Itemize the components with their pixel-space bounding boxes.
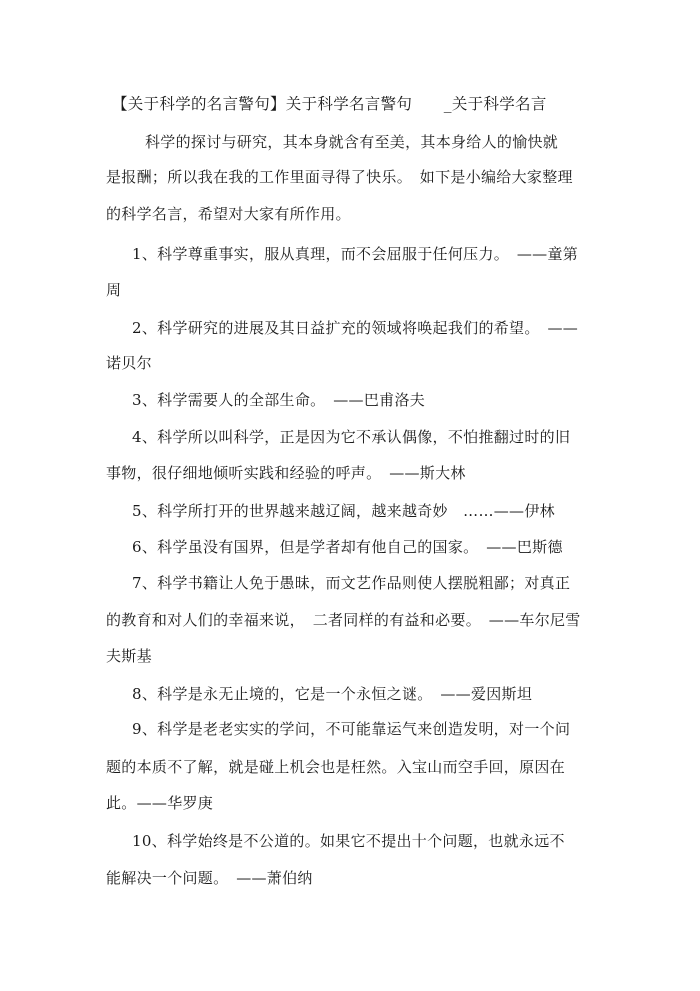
quote-4-line: 事物，很仔细地倾听实践和经验的呼声。 ——斯大林 (106, 464, 466, 482)
quote-9-line: 9、科学是老老实实的学问，不可能靠运气来创造发明，对一个问 (132, 720, 571, 738)
quote-4-line: 4、科学所以叫科学，正是因为它不承认偶像，不怕推翻过时的旧 (132, 428, 571, 446)
quote-2-line: 2、科学研究的进展及其日益扩充的领域将唤起我们的希望。 —— (132, 319, 579, 337)
document-title: 【关于科学的名言警句】关于科学名言警句 _关于科学名言 (112, 95, 547, 113)
quote-6-line: 6、科学虽没有国界，但是学者却有他自己的国家。 ——巴斯德 (132, 538, 563, 556)
quote-5-line: 5、科学所打开的世界越来越辽阔，越来越奇妙 ……——伊林 (132, 502, 555, 520)
quote-10-line: 10、科学始终是不公道的。如果它不提出十个问题，也就永远不 (132, 832, 565, 850)
quote-8-line: 8、科学是永无止境的，它是一个永恒之谜。 ——爱因斯坦 (132, 685, 533, 703)
quote-2-line: 诺贝尔 (106, 354, 152, 372)
quote-1-line: 1、科学尊重事实，服从真理，而不会屈服于任何压力。 ——童第 (132, 245, 579, 263)
quote-1-line: 周 (106, 281, 122, 299)
intro-line: 科学的探讨与研究，其本身就含有至美，其本身给人的愉快就 (145, 133, 559, 151)
quote-3-line: 3、科学需要人的全部生命。 ——巴甫洛夫 (132, 391, 426, 409)
quote-7-line: 夫斯基 (106, 647, 152, 665)
quote-7-line: 7、科学书籍让人免于愚昧，而文艺作品则使人摆脱粗鄙；对真正 (132, 574, 571, 592)
intro-line: 的科学名言，希望对大家有所作用。 (106, 205, 351, 223)
intro-line: 是报酬；所以我在我的工作里面寻得了快乐。 如下是小编给大家整理 (106, 168, 573, 186)
quote-9-line: 题的本质不了解，就是碰上机会也是枉然。入宝山而空手回，原因在 (106, 758, 566, 776)
quote-10-line: 能解决一个问题。 ——萧伯纳 (106, 869, 313, 887)
quote-9-line: 此。——华罗庚 (106, 794, 214, 812)
quote-7-line: 的教育和对人们的幸福来说， 二者同样的有益和必要。 ——车尔尼雪 (106, 611, 581, 629)
